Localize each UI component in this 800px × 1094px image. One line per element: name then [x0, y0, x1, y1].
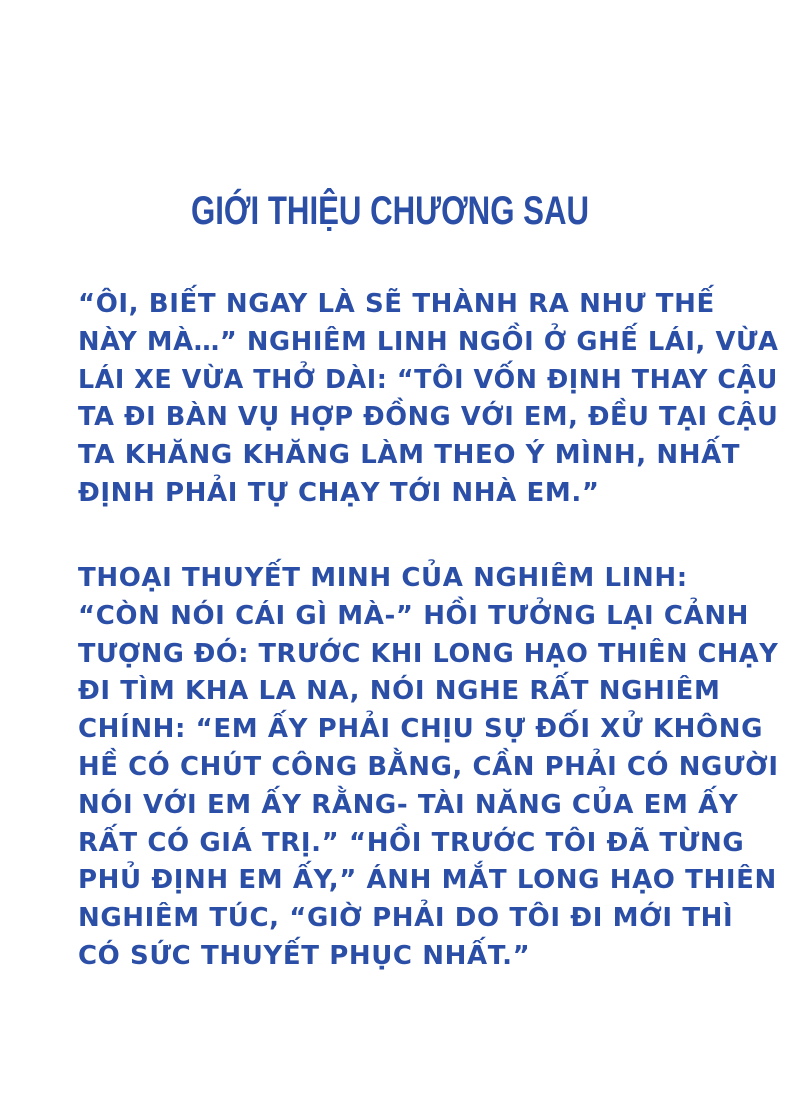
paragraph-1-line-5: TA KHĂNG KHĂNG LÀM THEO Ý MÌNH, NHẤT — [78, 440, 741, 471]
paragraph-2-line-6: HỀ CÓ CHÚT CÔNG BẰNG, CẦN PHẢI CÓ NGƯỜI — [78, 751, 779, 782]
paragraph-2-line-1: THOẠI THUYẾT MINH CỦA NGHIÊM LINH: — [78, 563, 688, 593]
paragraph-2-line-3: TƯỢNG ĐÓ: TRƯỚC KHI LONG HẠO THIÊN CHẠY — [78, 638, 779, 669]
paragraph-2-line-9: PHỦ ĐỊNH EM ẤY,” ÁNH MẮT LONG HẠO THIÊN — [78, 865, 777, 896]
paragraph-2-line-11: CÓ SỨC THUYẾT PHỤC NHẤT.” — [78, 940, 531, 971]
paragraph-1-line-4: TA ĐI BÀN VỤ HỢP ĐỒNG VỚI EM, ĐỀU TẠI CẬU — [78, 402, 779, 433]
paragraph-2-line-5: CHÍNH: “EM ẤY PHẢI CHỊU SỰ ĐỐI XỬ KHÔNG — [78, 714, 764, 745]
paragraph-1 — [78, 286, 779, 513]
paragraph-1-line-3: LÁI XE VỪA THỞ DÀI: “TÔI VỐN ĐỊNH THAY CẬU — [78, 364, 778, 395]
paragraph-2-line-7: NÓI VỚI EM ẤY RẰNG- TÀI NĂNG CỦA EM ẤY — [78, 789, 739, 820]
paragraph-2 — [78, 560, 779, 976]
paragraph-1-line-6: ĐỊNH PHẢI TỰ CHẠY TỚI NHÀ EM.” — [78, 477, 600, 508]
paragraph-2-line-8: RẤT CÓ GIÁ TRỊ.” “HỒI TRƯỚC TÔI ĐÃ TỪNG — [78, 827, 745, 858]
paragraph-1-line-1: “ÔI, BIẾT NGAY LÀ SẼ THÀNH RA NHƯ THẾ — [78, 289, 715, 319]
page-title: GIỚI THIỆU CHƯƠNG SAU — [190, 189, 590, 233]
paragraph-2-line-10: NGHIÊM TÚC, “GIỜ PHẢI DO TÔI ĐI MỚI THÌ — [78, 903, 734, 934]
paragraph-1-line-2: NÀY MÀ…” NGHIÊM LINH NGỒI Ở GHẾ LÁI, VỪA — [78, 326, 779, 357]
paragraph-2-line-4: ĐI TÌM KHA LA NA, NÓI NGHE RẤT NGHIÊM — [78, 676, 721, 707]
paragraph-2-line-2: “CÒN NÓI CÁI GÌ MÀ-” HỒI TƯỞNG LẠI CẢNH — [78, 600, 750, 631]
